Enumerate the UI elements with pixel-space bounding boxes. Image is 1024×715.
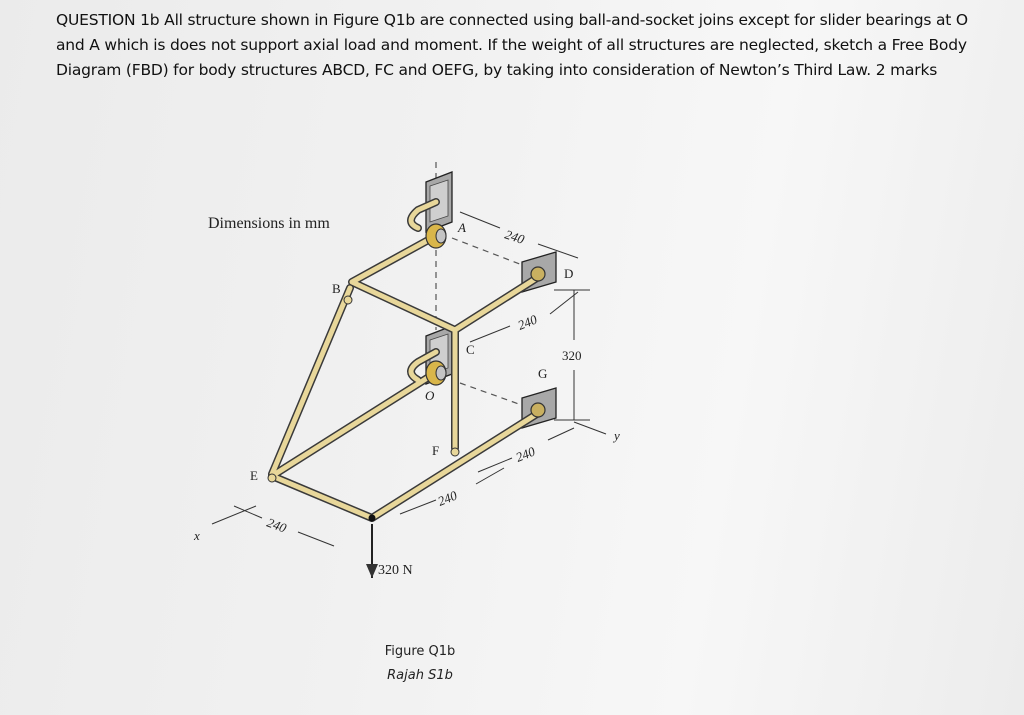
label-a: A xyxy=(458,220,466,235)
dim-top-d-c: 240 xyxy=(515,311,540,333)
label-d: D xyxy=(564,266,574,281)
question-text: QUESTION 1b All structure shown in Figure Q1b are connected using ball-and-socket joins except for slider bearings at O and A which is does not support axial load and moment. If the weight of all structures are neglected, sketch a Free Body Diagram (FBD) for body structures ABCD, FC and OEFG, by taking into consideration of Newton’s Third Law. 2 marks xyxy=(56,11,968,79)
ball-joint-e-icon xyxy=(268,474,276,482)
bearing-o-icon xyxy=(426,361,446,385)
figure-caption: Figure Q1b xyxy=(384,644,456,659)
dim-corner-e: 240 xyxy=(264,514,289,536)
label-b: B xyxy=(332,281,341,296)
ball-joint-g-icon xyxy=(531,403,545,417)
dim-vertical-d-g: 320 xyxy=(562,348,582,363)
axis-y-label: y xyxy=(614,428,620,443)
label-g: G xyxy=(538,366,548,381)
figure-caption-malay: Rajah S1b xyxy=(387,668,453,683)
dim-g-f: 240 xyxy=(513,443,538,465)
load-label: 320 N xyxy=(378,563,413,578)
label-c: C xyxy=(466,342,475,357)
label-f: F xyxy=(432,443,440,458)
bearing-a-icon xyxy=(426,224,446,248)
units-note: Dimensions in mm xyxy=(208,215,330,232)
axis-x-label: x xyxy=(194,528,200,543)
dim-top-a-d: 240 xyxy=(503,226,527,247)
dim-f-corner: 240 xyxy=(435,487,460,509)
label-e: E xyxy=(250,468,258,483)
label-o: O xyxy=(425,388,435,403)
load-point-icon xyxy=(369,515,376,522)
ball-joint-b-icon xyxy=(344,296,352,304)
ball-joint-d-icon xyxy=(531,267,545,281)
ball-joint-f-icon xyxy=(451,448,459,456)
